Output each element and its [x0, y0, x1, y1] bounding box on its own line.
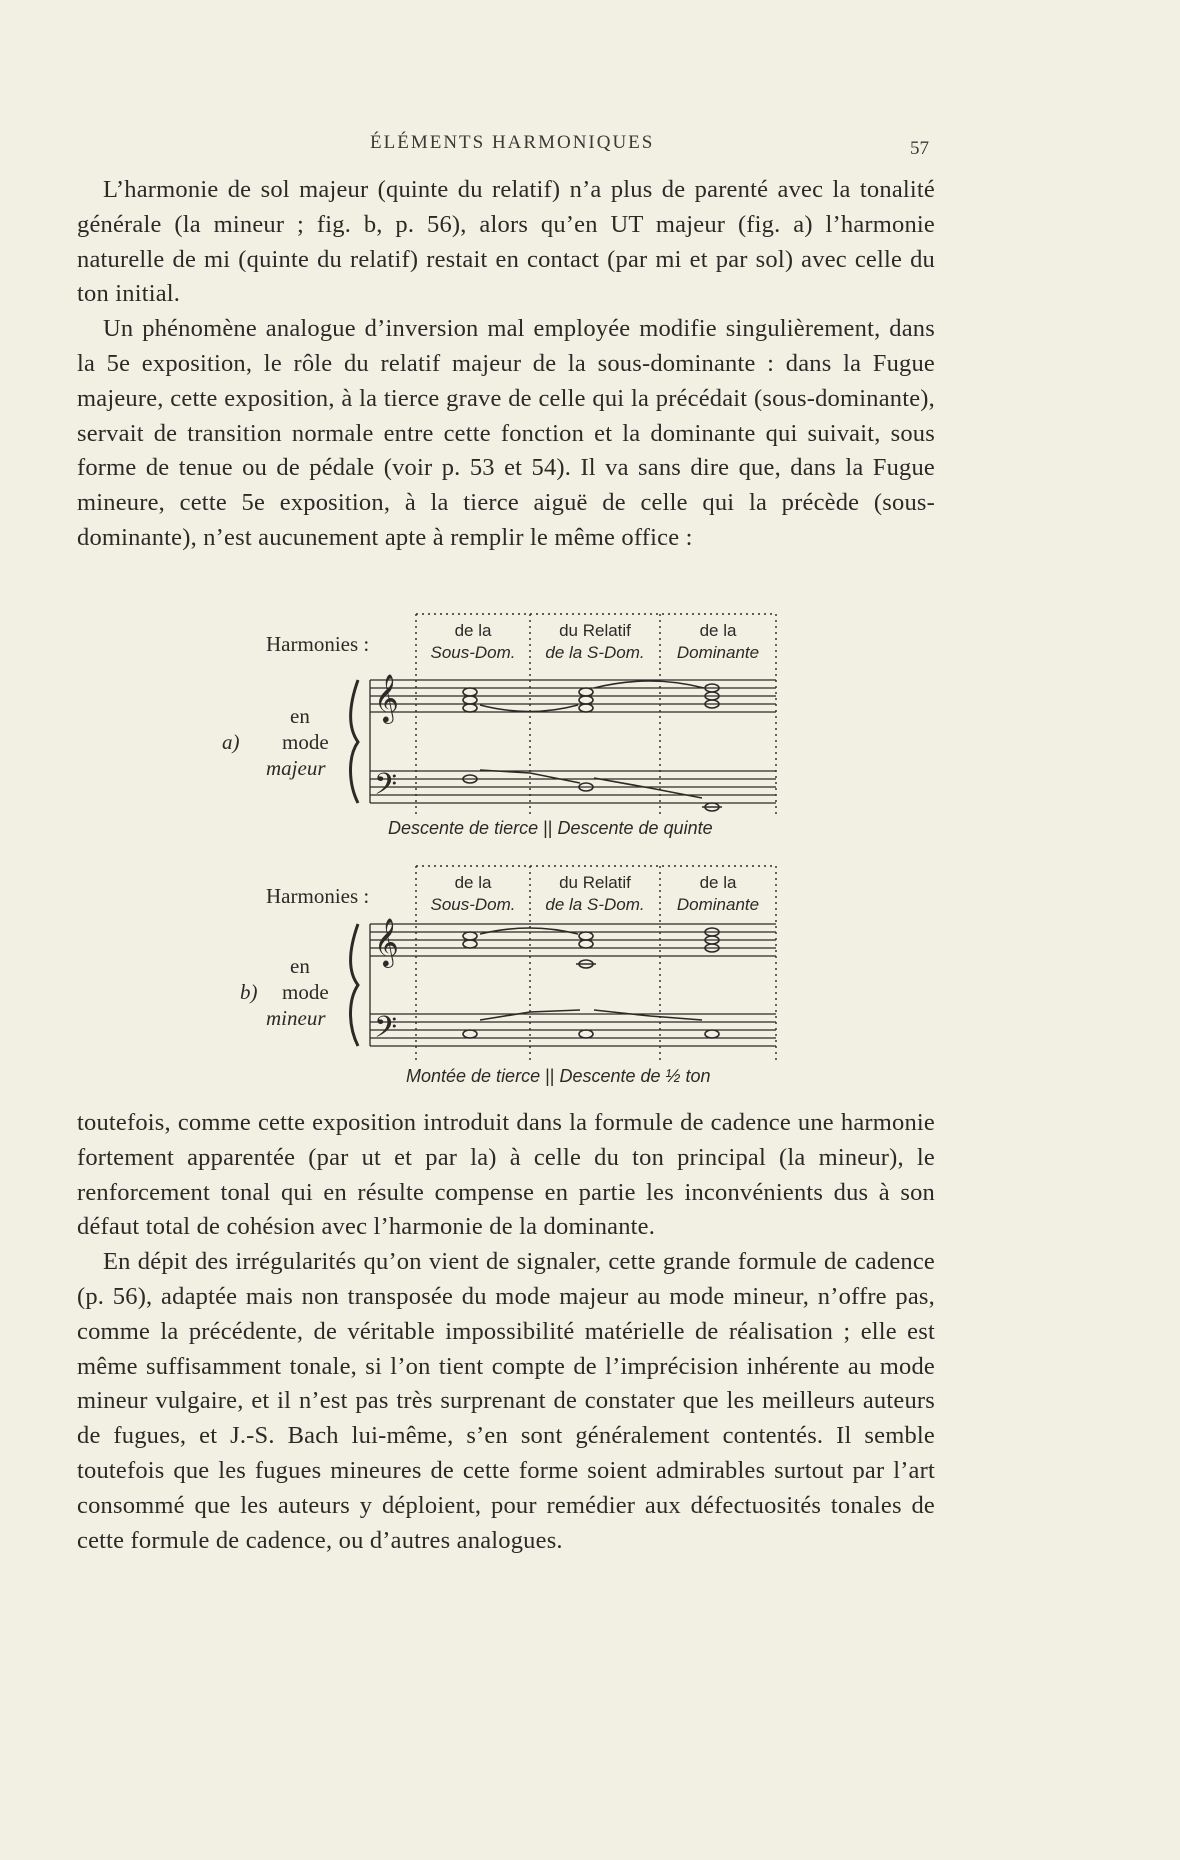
column-dominante: [660, 620, 776, 664]
column-line: du Relatif: [559, 873, 631, 892]
column-line: de la: [699, 873, 737, 892]
column-line: Dominante: [676, 643, 760, 662]
mode-line: mode: [282, 980, 329, 1004]
column-line: Sous-Dom.: [430, 895, 516, 914]
column-line: Sous-Dom.: [430, 643, 516, 662]
column-line: de la S-Dom.: [545, 895, 645, 914]
example-letter: b): [240, 980, 258, 1004]
harmonies-label: Harmonies :: [266, 884, 370, 908]
figure-caption: [388, 818, 713, 839]
caption-left: Montée de tierce: [406, 1066, 541, 1086]
column-dominante: [660, 872, 776, 916]
example-letter: a): [222, 730, 240, 754]
music-example-b: [230, 860, 800, 1092]
paragraph: toutefois, comme cette exposition introduit dans la formule de cadence une harmonie fortement apparentée (par ut et par la) à celle du ton principal (la mineur), le renforcement tonal qui en résulte compense en partie les inconvénients dus à son défaut total de cohésion avec l’harmonie de la dominante.: [77, 1109, 935, 1241]
caption-separator: ||: [545, 1066, 555, 1086]
svg-text:𝄞: 𝄞: [374, 673, 399, 722]
column-sous-dom: [416, 620, 530, 664]
svg-text:𝄞: 𝄞: [374, 917, 399, 966]
paragraph: L’harmonie de sol majeur (quinte du relatif) n’a plus de parenté avec la tonalité générale (la mineur ; fig. b, p. 56), alors qu’en UT majeur (fig. a) l’harmonie naturelle de mi (quinte du relatif) restait en contact (par mi et par sol) avec celle du ton initial.: [77, 176, 935, 308]
column-line: du Relatif: [559, 621, 631, 640]
caption-left: Descente de tierce: [388, 818, 539, 838]
page-number: 57: [910, 138, 929, 159]
column-sous-dom: [416, 872, 530, 916]
mode-line: en: [290, 954, 310, 978]
caption-right: Descente de quinte: [557, 818, 713, 838]
column-line: Dominante: [676, 895, 760, 914]
mode-line: majeur: [266, 756, 326, 780]
page-header: [0, 132, 1180, 162]
column-relatif: [530, 620, 660, 664]
running-title: ÉLÉMENTS HARMONIQUES: [370, 132, 655, 153]
mode-line: mode: [282, 730, 329, 754]
body-text-bottom: [77, 1106, 935, 1558]
svg-text:𝄢: 𝄢: [374, 1011, 398, 1052]
column-line: de la: [454, 621, 492, 640]
column-line: de la: [699, 621, 737, 640]
column-line: de la S-Dom.: [545, 643, 645, 662]
mode-line: mineur: [266, 1006, 326, 1030]
paragraph: Un phénomène analogue d’inversion mal employée modifie singulièrement, dans la 5e exposition, le rôle du relatif majeur de la sous-dominante : dans la Fugue majeure, cette exposition, à la tierce grave de celle qui la précédait (sous-dominante), servait de transition normale entre cette fonction et la dominante qui suivait, sous forme de tenue ou de pédale (voir p. 53 et 54). Il va sans dire que, dans la Fugue mineure, cette 5e exposition, à la tierce aiguë de celle qui la précède (sous-dominante), n’est aucunement apte à remplir le même office :: [77, 315, 935, 551]
column-line: de la: [454, 873, 492, 892]
figure-caption: [406, 1066, 711, 1087]
caption-right: Descente de ½ ton: [559, 1066, 711, 1086]
paragraph: En dépit des irrégularités qu’on vient de signaler, cette grande formule de cadence (p. 56), adaptée mais non transposée du mode majeur au mode mineur, n’offre pas, comme la précédente, de véritable impossibilité matérielle de réalisation ; elle est même suffisamment tonale, si l’on tient compte de l’imprécision inhérente au mode mineur vulgaire, et il n’est pas très surprenant de constater que les meilleurs auteurs de fugues, et J.-S. Bach lui-même, s’en sont généralement contentés. Il semble toutefois que les fugues mineures de cette forme soient admirables surtout par l’art consommé que les auteurs y déploient, pour remédier aux défectuosités tonales de cette formule de cadence, ou d’autres analogues.: [77, 1248, 935, 1554]
caption-separator: ||: [543, 818, 553, 838]
mode-line: en: [290, 704, 310, 728]
svg-text:𝄢: 𝄢: [374, 768, 398, 809]
body-text-top: [77, 173, 935, 556]
harmonies-label: Harmonies :: [266, 632, 370, 656]
music-example-a: [222, 608, 800, 840]
column-relatif: [530, 872, 660, 916]
